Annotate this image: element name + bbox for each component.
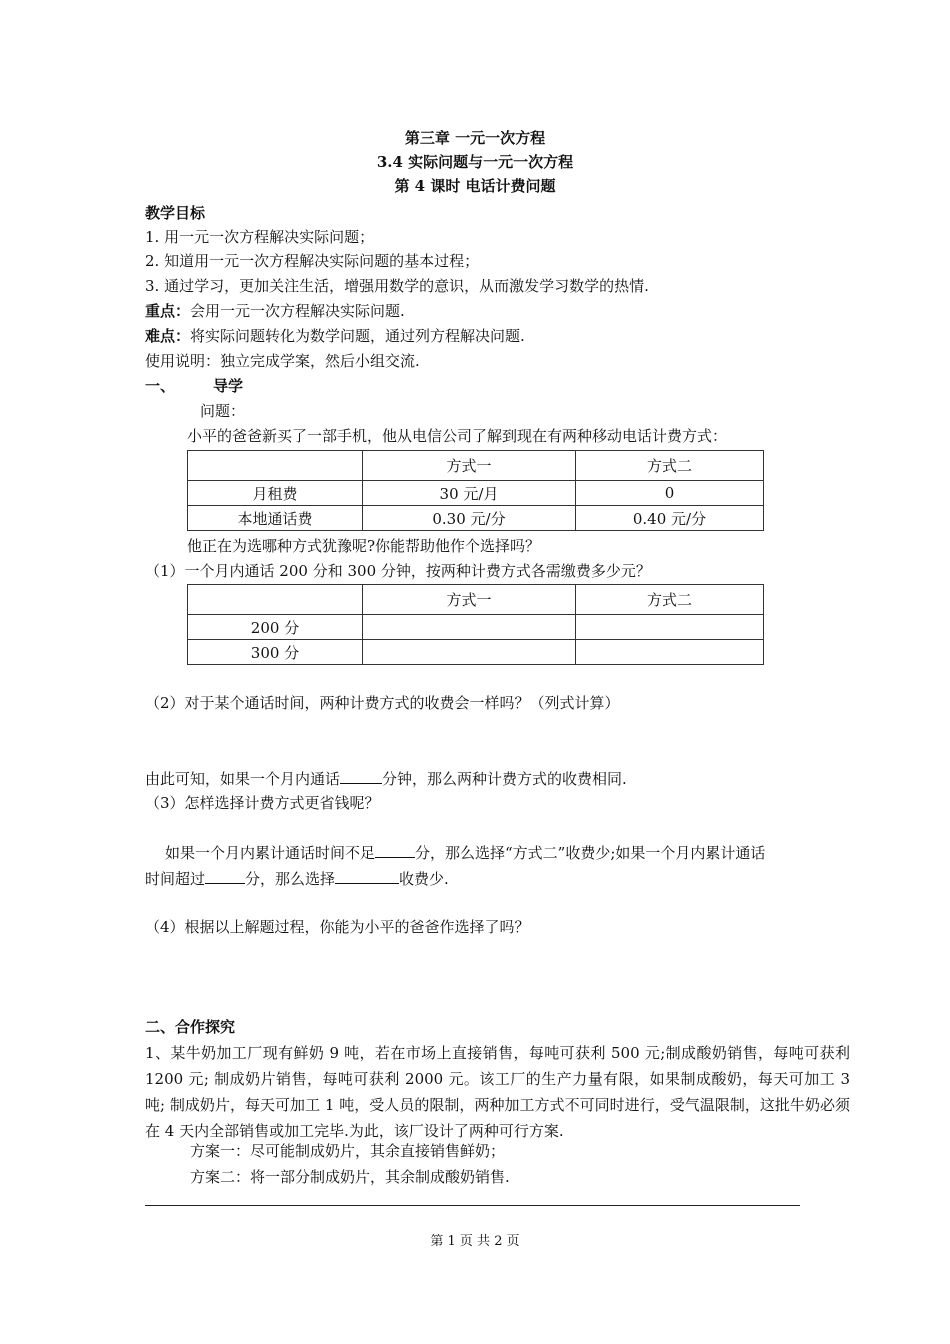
question-1: （1）一个月内通话 200 分和 300 分钟，按两种计费方式各需缴费多少元？ xyxy=(145,562,651,580)
question-2: （2）对于某个通话时间，两种计费方式的收费会一样吗？（列式计算） xyxy=(145,694,620,712)
difficulty-point xyxy=(145,325,525,347)
table-cell: 0.40 元/分 xyxy=(576,506,764,531)
table-header-row xyxy=(188,451,764,481)
key-text: 会用一元一次方程解决实际问题. xyxy=(190,302,405,320)
usage-note: 使用说明：独立完成学案，然后小组交流. xyxy=(145,352,420,370)
objective-item: 3. 通过学习，更加关注生活，增强用数学的意识，从而激发学习数学的热情. xyxy=(145,277,649,295)
section-title: 3.4 实际问题与一元一次方程 xyxy=(376,153,574,171)
table-cell xyxy=(188,585,363,615)
key-label: 重点： xyxy=(145,302,191,320)
answer-blank[interactable] xyxy=(340,769,382,784)
answer-blank[interactable] xyxy=(205,869,245,884)
difficulty-text: 将实际问题转化为数学问题，通过列方程解决问题. xyxy=(190,327,525,345)
answer-blank[interactable] xyxy=(335,869,399,884)
part2-heading: 二、合作探究 xyxy=(145,1018,236,1036)
fill-line-1 xyxy=(165,842,765,864)
question-3: （3）怎样选择计费方式更省钱呢？ xyxy=(145,794,380,812)
key-point xyxy=(145,300,405,322)
table-cell xyxy=(188,451,363,481)
objective-item: 1. 用一元一次方程解决实际问题； xyxy=(145,228,375,246)
question-label: 问题： xyxy=(200,402,246,420)
fill-line-2 xyxy=(145,868,449,890)
difficulty-label: 难点： xyxy=(145,327,191,345)
problem-intro: 小平的爸爸新买了一部手机，他从电信公司了解到现在有两种移动电话计费方式： xyxy=(187,427,728,445)
answer-cell[interactable] xyxy=(576,640,764,665)
table-cell: 方式二 xyxy=(576,451,764,481)
part1-heading xyxy=(145,375,243,397)
table-cell: 方式二 xyxy=(576,585,764,615)
table-cell: 200 分 xyxy=(188,615,363,640)
part1-number: 一、 xyxy=(145,377,176,395)
fill-text: 分，那么选择 xyxy=(245,870,336,888)
table-header-row xyxy=(188,585,764,615)
table-cell: 方式一 xyxy=(363,451,576,481)
part1-title: 导学 xyxy=(213,377,244,395)
milk-problem: 1、某牛奶加工厂现有鲜奶 9 吨，若在市场上直接销售，每吨可获利 500 元;制成酸奶销售，每吨可获利 1200 元; 制成奶片销售，每吨可获利 2000 元。该工厂的生产力量有限，如果制成酸奶，每天可加工 3 吨; 制成奶片，每天可加工 1 吨，受人员的限制，两种加工方式不可同时进行，受气温限制，这批牛奶必须在 4 天内全部销售或加工完毕.为此，该厂设计了两种可行方案. xyxy=(145,1044,850,1140)
pricing-table xyxy=(187,450,764,531)
answer-cell[interactable] xyxy=(363,640,576,665)
plan-1: 方案一：尽可能制成奶片，其余直接销售鲜奶； xyxy=(190,1142,506,1160)
fee-calculation-table xyxy=(187,584,764,665)
table-cell: 300 分 xyxy=(188,640,363,665)
answer-blank[interactable] xyxy=(375,843,415,858)
conclusion-line xyxy=(145,768,627,790)
table-cell: 方式一 xyxy=(363,585,576,615)
table-row xyxy=(188,615,764,640)
objectives-heading: 教学目标 xyxy=(145,204,206,222)
table-row xyxy=(188,481,764,506)
table-cell: 0.30 元/分 xyxy=(363,506,576,531)
table-row xyxy=(188,506,764,531)
table-cell: 本地通话费 xyxy=(188,506,363,531)
conclusion-text: 由此可知，如果一个月内通话 xyxy=(145,770,341,788)
conclusion-text: 分钟，那么两种计费方式的收费相同. xyxy=(382,770,627,788)
answer-cell[interactable] xyxy=(576,615,764,640)
question-4: （4）根据以上解题过程，你能为小平的爸爸作选择了吗？ xyxy=(145,918,530,936)
fill-text: 收费少. xyxy=(399,870,449,888)
plan-2: 方案二：将一部分制成奶片，其余制成酸奶销售. xyxy=(190,1168,510,1186)
fill-text: 分，那么选择“方式二”收费少;如果一个月内累计通话 xyxy=(415,844,766,862)
table-cell: 0 xyxy=(576,481,764,506)
fill-text: 如果一个月内累计通话时间不足 xyxy=(165,844,376,862)
table-row xyxy=(188,640,764,665)
footer-divider xyxy=(145,1205,800,1206)
lesson-title: 第 4 课时 电话计费问题 xyxy=(394,177,556,195)
after-table-question: 他正在为选哪种方式犹豫呢?你能帮助他作个选择吗？ xyxy=(187,537,541,555)
chapter-title: 第三章 一元一次方程 xyxy=(404,129,546,147)
answer-cell[interactable] xyxy=(363,615,576,640)
table-cell: 30 元/月 xyxy=(363,481,576,506)
table-cell: 月租费 xyxy=(188,481,363,506)
objective-item: 2. 知道用一元一次方程解决实际问题的基本过程； xyxy=(145,252,480,270)
page-number: 第 1 页 共 2 页 xyxy=(430,1234,520,1249)
fill-text: 时间超过 xyxy=(145,870,206,888)
